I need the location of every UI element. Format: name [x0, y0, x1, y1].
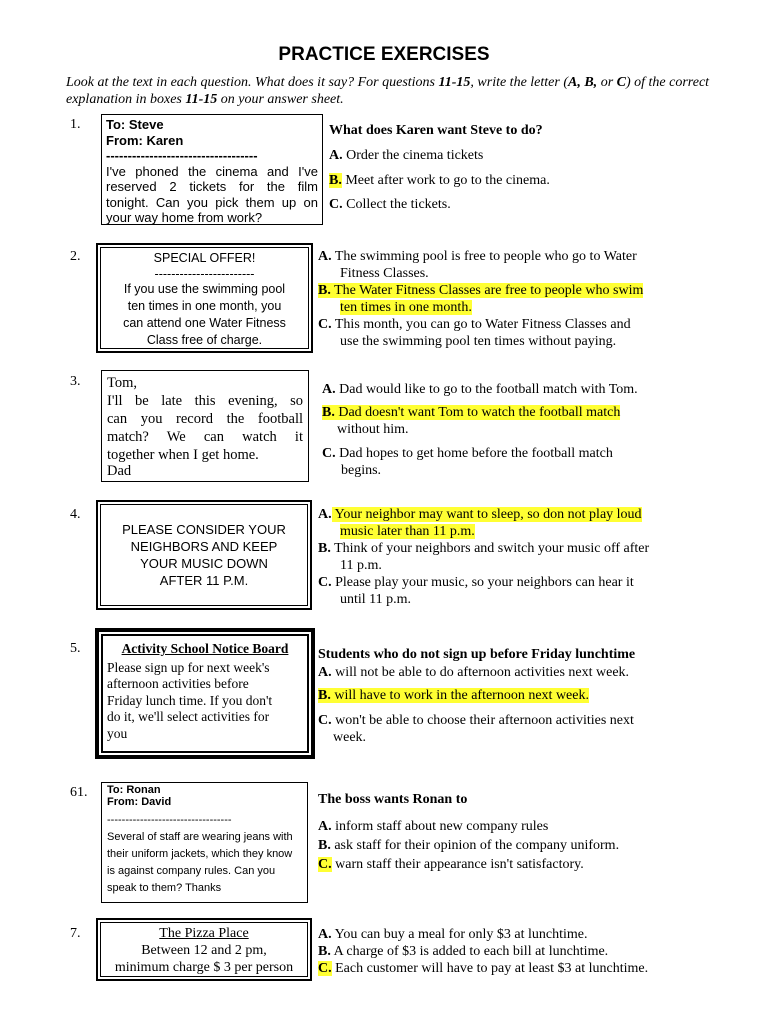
note-from: From: Karen	[106, 132, 184, 148]
option-6a	[318, 818, 548, 835]
neighbors-notice	[96, 500, 312, 610]
option-text: A charge of $3 is added to each bill at lunchtime.	[330, 944, 609, 959]
option-6b	[318, 837, 619, 854]
message-note-6	[101, 782, 308, 903]
option-letter: B.	[318, 541, 331, 556]
note-line: reserved 2 tickets for the film	[106, 179, 318, 194]
notice-line: Please sign up for next week's	[107, 659, 270, 675]
notice-line: do it, we'll select activities for	[107, 709, 270, 724]
option-7b	[318, 943, 608, 960]
question-text-1: What does Karen want Steve to do?	[329, 123, 543, 138]
note-line: match? We can watch it	[107, 429, 303, 445]
sign-heading: The Pizza Place	[159, 926, 249, 941]
option-3b	[322, 404, 620, 438]
note-from: From: David	[107, 796, 172, 808]
notice-line: can attend one Water Fitness	[123, 316, 286, 330]
message-note-3	[101, 370, 309, 482]
option-text: will have to work in the afternoon next week.	[330, 688, 589, 703]
notice-line: YOUR MUSIC DOWN	[140, 556, 268, 571]
notice-line: Class free of charge.	[146, 333, 263, 347]
option-letter: A.	[318, 249, 332, 264]
option-text: This month, you can go to Water Fitness Classes and	[331, 317, 631, 332]
notice-line: Friday lunch time. If you don't	[107, 692, 273, 708]
instr-bold: 11-15	[438, 75, 471, 90]
notice-line: PLEASE CONSIDER YOUR	[122, 522, 286, 537]
option-text: Dad hopes to get home before the football match	[335, 446, 613, 461]
option-text: The Water Fitness Classes are free to people who swim	[330, 283, 644, 298]
option-letter: A.	[318, 927, 332, 942]
option-text: Collect the tickets.	[342, 197, 451, 212]
option-text-cont: 11 p.m.	[340, 558, 382, 573]
option-letter-highlighted: C.	[318, 961, 332, 976]
option-letter: B.	[318, 688, 331, 703]
option-3c	[322, 445, 613, 479]
option-letter: A.	[329, 148, 343, 163]
option-letter: A.	[318, 665, 332, 680]
option-text: Dad doesn't want Tom to watch the football match	[334, 405, 621, 420]
option-text-cont: ten times in one month.	[340, 300, 472, 315]
option-text-cont: week.	[333, 730, 367, 745]
notice-line: If you use the swimming pool	[123, 282, 286, 296]
option-text-cont: music later than 11 p.m.	[340, 524, 475, 539]
note-divider: ----------------------------------	[107, 814, 232, 826]
note-line: tonight. Can you pick them up on	[106, 194, 318, 210]
option-letter: C.	[318, 713, 332, 728]
option-1a	[329, 147, 483, 164]
option-letter: B.	[322, 405, 335, 420]
option-2b	[318, 282, 643, 316]
option-7a	[318, 926, 587, 943]
option-text: Think of your neighbors and switch your music off after	[330, 541, 650, 556]
instr-bold: C	[616, 75, 626, 90]
note-divider: -----------------------------------	[106, 148, 258, 163]
option-6c	[318, 856, 584, 873]
note-line: their uniform jackets, which they know	[107, 848, 293, 860]
option-2c	[318, 316, 631, 350]
option-7c	[318, 960, 648, 977]
option-5c	[318, 712, 634, 746]
option-4b	[318, 540, 649, 574]
instr-bold: 11-15	[185, 92, 218, 107]
option-text: won't be able to choose their afternoon activities next	[331, 713, 634, 728]
question-text-5: Students who do not sign up before Friday lunchtime	[318, 647, 636, 662]
option-text: warn staff their appearance isn't satisfactory.	[331, 857, 584, 872]
option-letter: B.	[318, 944, 331, 959]
note-line: speak to them? Thanks	[107, 882, 222, 894]
option-letter: C.	[329, 197, 343, 212]
option-text: Please play your music, so your neighbors can hear it	[331, 575, 634, 590]
question-number-1: 1.	[70, 117, 81, 132]
note-to: To: Ronan	[107, 784, 161, 796]
instructions	[66, 74, 726, 108]
instr-text: or	[597, 75, 617, 90]
question-number-4: 4.	[70, 507, 81, 522]
question-text-6: The boss wants Ronan to	[318, 792, 468, 807]
option-1b	[329, 172, 550, 189]
notice-line: ten times in one month, you	[127, 299, 282, 313]
notice-line: afternoon activities before	[107, 676, 249, 691]
option-text: ask staff for their opinion of the company uniform.	[330, 838, 620, 853]
instr-text: ) of the correct explanation in boxes	[66, 75, 710, 107]
notice-divider: ------------------------	[154, 267, 255, 281]
notice-line: NEIGHBORS AND KEEP	[130, 539, 278, 554]
option-2a	[318, 248, 637, 282]
option-letter: C.	[322, 446, 336, 461]
notice-line: you	[107, 725, 128, 741]
note-line: I've phoned the cinema and I've	[106, 163, 318, 179]
option-letter: B.	[318, 283, 331, 298]
option-text: will not be able to do afternoon activities next week.	[331, 665, 630, 680]
special-offer-notice	[96, 243, 313, 353]
note-line: Several of staff are wearing jeans with	[107, 831, 293, 843]
notice-heading: SPECIAL OFFER!	[153, 251, 256, 265]
option-text: inform staff about new company rules	[331, 819, 549, 834]
option-text-cont: until 11 p.m.	[340, 592, 412, 607]
note-line: is against company rules. Can you	[107, 865, 276, 877]
sign-line: minimum charge $ 3 per person	[114, 960, 294, 975]
option-text: Each customer will have to pay at least $3 at lunchtime.	[331, 961, 649, 976]
option-4a	[318, 506, 642, 540]
option-5a	[318, 664, 629, 681]
notice-board-heading: Activity School Notice Board	[121, 641, 289, 656]
page-title: PRACTICE EXERCISES	[278, 44, 490, 65]
option-letter: B.	[318, 838, 331, 853]
note-line: can you record the football	[107, 411, 303, 427]
message-note-1	[101, 114, 323, 225]
note-line: together when I get home.	[107, 447, 259, 463]
option-text: Meet after work to go to the cinema.	[341, 173, 550, 188]
question-number-6: 61.	[70, 785, 88, 800]
option-letter-highlighted: B.	[329, 173, 342, 188]
option-text: Dad would like to go to the football match with Tom.	[335, 382, 638, 397]
option-3a	[322, 381, 638, 398]
pizza-place-sign	[96, 918, 312, 981]
option-letter: A.	[318, 819, 332, 834]
note-line: I'll be late this evening, so	[107, 393, 303, 409]
note-to: To: Steve	[106, 117, 164, 132]
option-text-cont: without him.	[337, 422, 409, 437]
note-signature: Dad	[107, 463, 132, 479]
option-5b	[318, 687, 589, 704]
option-letter: C.	[318, 575, 332, 590]
option-1c	[329, 196, 451, 213]
note-line: your way home from work?	[106, 210, 263, 225]
sign-line: Between 12 and 2 pm,	[141, 943, 267, 958]
option-letter: C.	[318, 317, 332, 332]
notice-board	[95, 628, 315, 759]
notice-line: AFTER 11 P.M.	[159, 573, 249, 588]
option-4c	[318, 574, 634, 608]
option-text-cont: Fitness Classes.	[340, 266, 429, 281]
question-number-7: 7.	[70, 926, 81, 941]
instr-text: , write the letter (	[470, 75, 568, 90]
option-letter: A.	[318, 507, 332, 522]
option-text: Order the cinema tickets	[342, 148, 484, 163]
option-text: The swimming pool is free to people who go to Water	[331, 249, 637, 264]
option-letter-highlighted: C.	[318, 857, 332, 872]
instr-text: Look at the text in each question. What does it say? For questions	[66, 75, 439, 90]
note-greeting: Tom,	[107, 375, 137, 391]
question-number-3: 3.	[70, 374, 81, 389]
instr-bold: A, B,	[568, 75, 598, 90]
option-letter: A.	[322, 382, 336, 397]
instr-text: on your answer sheet.	[217, 92, 344, 107]
option-text-cont: begins.	[341, 463, 382, 478]
question-number-2: 2.	[70, 249, 81, 264]
option-text-cont: use the swimming pool ten times without paying.	[340, 334, 617, 349]
option-text: Your neighbor may want to sleep, so don not play loud	[331, 507, 642, 522]
question-number-5: 5.	[70, 641, 81, 656]
option-text: You can buy a meal for only $3 at lunchtime.	[331, 927, 588, 942]
